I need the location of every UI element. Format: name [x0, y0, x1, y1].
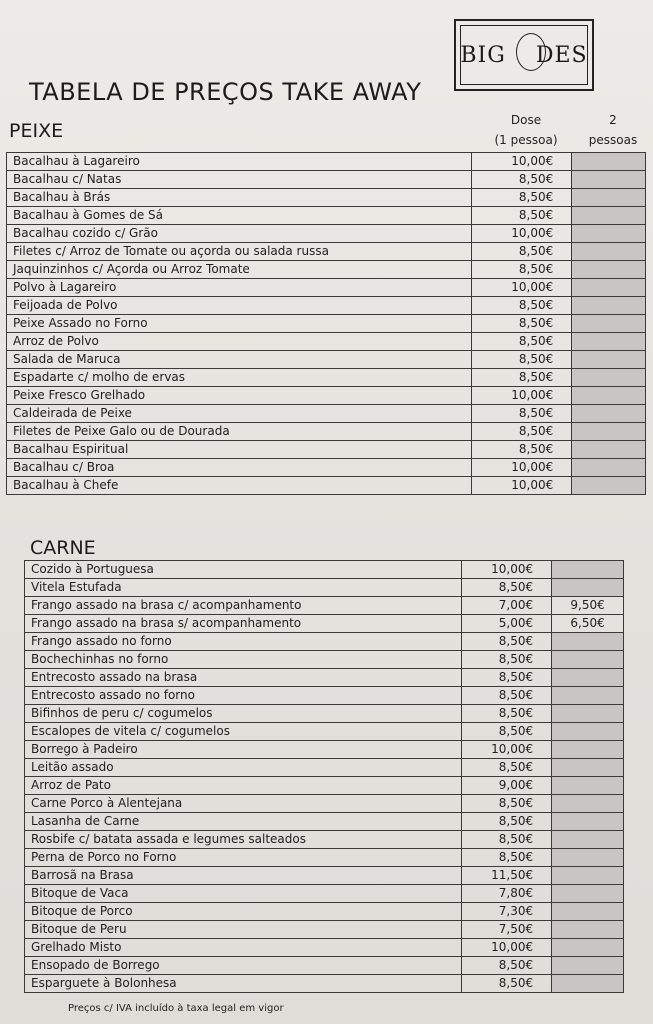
item-name: Bifinhos de peru c/ cogumelos: [25, 705, 462, 723]
item-name: Bacalhau à Brás: [7, 189, 472, 207]
table-row: [25, 867, 624, 885]
item-price-two: [572, 423, 646, 441]
item-name: Caldeirada de Peixe: [7, 405, 472, 423]
item-price-two: [552, 669, 624, 687]
item-price-two: [572, 225, 646, 243]
item-price-dose: 8,50€: [472, 243, 572, 261]
item-price-dose: 8,50€: [472, 189, 572, 207]
item-price-two: [552, 759, 624, 777]
item-price-two: [552, 633, 624, 651]
table-row: [25, 921, 624, 939]
table-row: [7, 279, 646, 297]
item-price-two: [572, 297, 646, 315]
item-price-two: [552, 849, 624, 867]
item-price-dose: 8,50€: [462, 633, 552, 651]
table-row: [25, 849, 624, 867]
table-row: [25, 903, 624, 921]
item-price-dose: 8,50€: [472, 423, 572, 441]
item-name: Cozido à Portuguesa: [25, 561, 462, 579]
item-price-two: [572, 477, 646, 495]
item-price-dose: 8,50€: [462, 849, 552, 867]
table-row: [7, 423, 646, 441]
item-name: Bacalhau à Gomes de Sá: [7, 207, 472, 225]
item-price-two: [552, 921, 624, 939]
item-price-dose: 7,00€: [462, 597, 552, 615]
item-price-two: [572, 279, 646, 297]
table-row: [7, 369, 646, 387]
item-price-two: [572, 441, 646, 459]
table-row: [7, 387, 646, 405]
table-row: [7, 297, 646, 315]
item-price-dose: 8,50€: [472, 171, 572, 189]
item-name: Esparguete à Bolonhesa: [25, 975, 462, 993]
item-name: Leitão assado: [25, 759, 462, 777]
item-name: Carne Porco à Alentejana: [25, 795, 462, 813]
item-name: Escalopes de vitela c/ cogumelos: [25, 723, 462, 741]
item-name: Perna de Porco no Forno: [25, 849, 462, 867]
item-price-dose: 10,00€: [472, 225, 572, 243]
item-price-dose: 7,30€: [462, 903, 552, 921]
item-price-two: [552, 777, 624, 795]
item-name: Vitela Estufada: [25, 579, 462, 597]
table-row: [7, 261, 646, 279]
item-price-dose: 8,50€: [462, 795, 552, 813]
item-name: Frango assado na brasa c/ acompanhamento: [25, 597, 462, 615]
page-title: TABELA DE PREÇOS TAKE AWAY: [29, 78, 422, 106]
item-price-dose: 8,50€: [472, 441, 572, 459]
item-price-two: [572, 207, 646, 225]
table-row: [7, 405, 646, 423]
item-name: Bacalhau c/ Natas: [7, 171, 472, 189]
item-name: Frango assado no forno: [25, 633, 462, 651]
item-price-dose: 8,50€: [472, 297, 572, 315]
item-price-dose: 8,50€: [462, 651, 552, 669]
item-name: Bacalhau Espiritual: [7, 441, 472, 459]
item-name: Entrecosto assado na brasa: [25, 669, 462, 687]
item-price-two: [552, 561, 624, 579]
section-title-carne: CARNE: [30, 537, 96, 559]
item-price-two: [572, 243, 646, 261]
item-name: Peixe Assado no Forno: [7, 315, 472, 333]
table-row: [25, 939, 624, 957]
item-price-two: [552, 867, 624, 885]
table-row: [25, 813, 624, 831]
item-price-dose: 8,50€: [472, 405, 572, 423]
item-price-two: [572, 333, 646, 351]
column-header-dose: [478, 110, 574, 150]
item-price-dose: 8,50€: [462, 723, 552, 741]
table-row: [25, 975, 624, 993]
item-price-two: [572, 189, 646, 207]
item-price-two: [552, 885, 624, 903]
item-price-dose: 10,00€: [472, 477, 572, 495]
item-name: Arroz de Pato: [25, 777, 462, 795]
column-header-dose-line2: (1 pessoa): [494, 133, 558, 147]
table-row: [25, 579, 624, 597]
item-price-two: 6,50€: [552, 615, 624, 633]
item-price-two: [552, 741, 624, 759]
item-name: Filetes de Peixe Galo ou de Dourada: [7, 423, 472, 441]
carne-price-table: [24, 560, 624, 993]
table-row: [25, 795, 624, 813]
item-name: Jaquinzinhos c/ Açorda ou Arroz Tomate: [7, 261, 472, 279]
item-price-two: [552, 579, 624, 597]
column-header-two-line1: 2: [609, 113, 617, 127]
item-name: Arroz de Polvo: [7, 333, 472, 351]
item-price-two: [552, 957, 624, 975]
item-price-dose: 10,00€: [472, 279, 572, 297]
item-price-dose: 8,50€: [472, 315, 572, 333]
item-name: Bochechinhas no forno: [25, 651, 462, 669]
item-price-dose: 10,00€: [472, 387, 572, 405]
item-price-dose: 8,50€: [462, 813, 552, 831]
column-header-two-line2: pessoas: [588, 133, 638, 147]
table-row: [25, 651, 624, 669]
restaurant-logo: [454, 19, 594, 91]
table-row: [25, 723, 624, 741]
item-name: Ensopado de Borrego: [25, 957, 462, 975]
item-price-dose: 8,50€: [462, 705, 552, 723]
table-row: [7, 459, 646, 477]
table-row: [7, 207, 646, 225]
item-name: Bacalhau cozido c/ Grão: [7, 225, 472, 243]
table-row: [7, 441, 646, 459]
table-row: [7, 333, 646, 351]
logo-text-right: DES: [535, 42, 588, 68]
item-price-two: [552, 939, 624, 957]
table-row: [25, 957, 624, 975]
table-row: [7, 225, 646, 243]
item-price-two: [552, 795, 624, 813]
item-name: Frango assado na brasa s/ acompanhamento: [25, 615, 462, 633]
item-name: Bacalhau à Chefe: [7, 477, 472, 495]
table-row: [7, 189, 646, 207]
item-name: Grelhado Misto: [25, 939, 462, 957]
item-name: Polvo à Lagareiro: [7, 279, 472, 297]
item-price-two: [552, 687, 624, 705]
item-price-dose: 8,50€: [462, 957, 552, 975]
table-row: [25, 615, 624, 633]
item-name: Barrosã na Brasa: [25, 867, 462, 885]
item-price-two: [572, 171, 646, 189]
item-name: Bacalhau c/ Broa: [7, 459, 472, 477]
section-title-peixe: PEIXE: [9, 120, 64, 142]
item-price-dose: 5,00€: [462, 615, 552, 633]
table-row: [25, 633, 624, 651]
item-price-two: [552, 831, 624, 849]
item-price-dose: 8,50€: [462, 669, 552, 687]
table-row: [25, 687, 624, 705]
item-price-two: [572, 351, 646, 369]
table-row: [7, 477, 646, 495]
item-price-dose: 8,50€: [472, 261, 572, 279]
item-name: Entrecosto assado no forno: [25, 687, 462, 705]
item-price-dose: 10,00€: [462, 741, 552, 759]
column-header-dose-line1: Dose: [510, 113, 542, 127]
table-row: [7, 171, 646, 189]
item-price-two: [572, 387, 646, 405]
table-row: [7, 351, 646, 369]
item-price-two: [552, 903, 624, 921]
item-price-dose: 9,00€: [462, 777, 552, 795]
item-price-dose: 8,50€: [462, 687, 552, 705]
item-name: Bitoque de Vaca: [25, 885, 462, 903]
table-row: [25, 741, 624, 759]
table-row: [7, 243, 646, 261]
item-name: Bitoque de Peru: [25, 921, 462, 939]
item-name: Lasanha de Carne: [25, 813, 462, 831]
table-row: [7, 315, 646, 333]
table-row: [7, 153, 646, 171]
item-price-two: [552, 651, 624, 669]
item-name: Filetes c/ Arroz de Tomate ou açorda ou salada russa: [7, 243, 472, 261]
item-price-dose: 8,50€: [472, 351, 572, 369]
logo-text-left: BIG: [460, 42, 506, 68]
table-row: [25, 597, 624, 615]
item-name: Peixe Fresco Grelhado: [7, 387, 472, 405]
item-name: Espadarte c/ molho de ervas: [7, 369, 472, 387]
table-row: [25, 705, 624, 723]
item-price-two: [552, 723, 624, 741]
item-price-two: [572, 315, 646, 333]
item-name: Rosbife c/ batata assada e legumes salteados: [25, 831, 462, 849]
item-name: Salada de Maruca: [7, 351, 472, 369]
item-price-dose: 10,00€: [462, 939, 552, 957]
item-price-dose: 10,00€: [472, 153, 572, 171]
item-price-dose: 8,50€: [462, 759, 552, 777]
item-name: Bitoque de Porco: [25, 903, 462, 921]
item-name: Feijoada de Polvo: [7, 297, 472, 315]
item-price-two: [552, 975, 624, 993]
item-price-dose: 8,50€: [462, 975, 552, 993]
item-price-dose: 8,50€: [472, 207, 572, 225]
item-price-two: [572, 153, 646, 171]
table-row: [25, 561, 624, 579]
item-price-two: [572, 369, 646, 387]
item-price-two: [572, 261, 646, 279]
table-row: [25, 885, 624, 903]
logo-text: [460, 43, 587, 68]
item-price-dose: 10,00€: [472, 459, 572, 477]
table-row: [25, 669, 624, 687]
item-price-two: [572, 459, 646, 477]
item-price-two: [572, 405, 646, 423]
item-price-dose: 8,50€: [472, 369, 572, 387]
table-row: [25, 759, 624, 777]
peixe-price-table: [6, 152, 646, 495]
footer-note: Preços c/ IVA incluído à taxa legal em vigor: [68, 1003, 284, 1014]
item-price-dose: 8,50€: [472, 333, 572, 351]
item-name: Bacalhau à Lagareiro: [7, 153, 472, 171]
column-header-two: [578, 110, 648, 150]
item-price-dose: 8,50€: [462, 831, 552, 849]
item-price-two: [552, 705, 624, 723]
item-price-dose: 8,50€: [462, 579, 552, 597]
item-price-dose: 11,50€: [462, 867, 552, 885]
item-price-two: [552, 813, 624, 831]
item-price-dose: 10,00€: [462, 561, 552, 579]
table-row: [25, 777, 624, 795]
item-price-two: 9,50€: [552, 597, 624, 615]
item-name: Borrego à Padeiro: [25, 741, 462, 759]
item-price-dose: 7,80€: [462, 885, 552, 903]
item-price-dose: 7,50€: [462, 921, 552, 939]
table-row: [25, 831, 624, 849]
